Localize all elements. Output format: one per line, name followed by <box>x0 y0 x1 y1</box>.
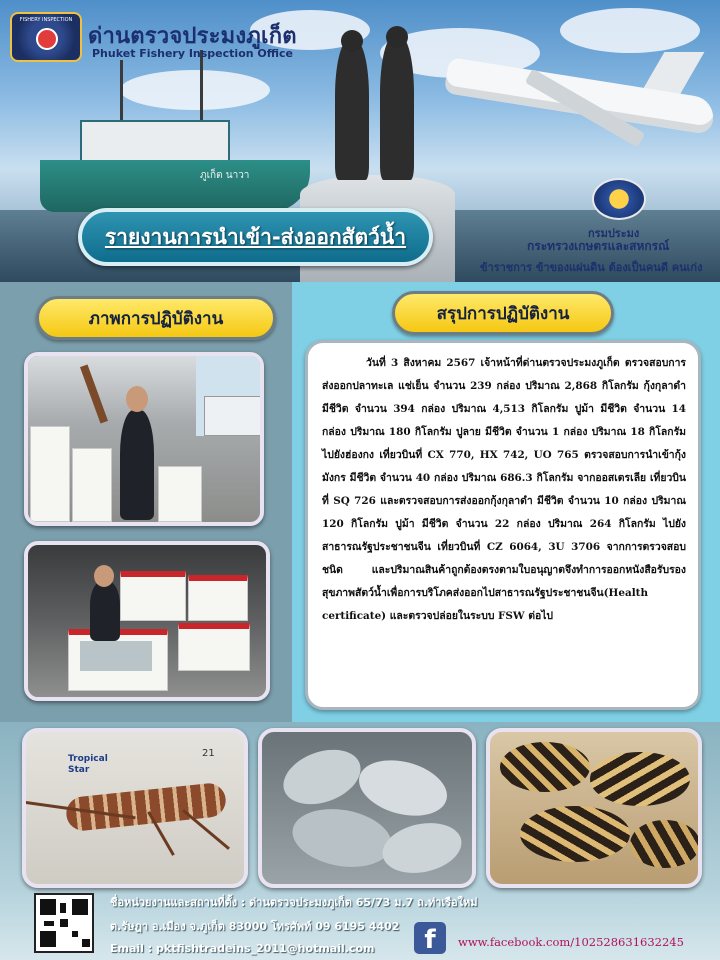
fishery-inspection-logo <box>10 12 82 62</box>
lobster-label: Tropical Star <box>68 754 108 775</box>
foam-box <box>120 571 186 621</box>
lobster-number: 21 <box>202 748 215 759</box>
department-emblem-icon <box>592 178 646 220</box>
summary-text: วันที่ 3 สิงหาคม 2567 เจ้าหน้าที่ด่านตรวจประมงภูเก็ต ตรวจสอบการส่งออกปลาทะเล แช่เย็น จำนวน 239 กล่อง ปริมาณ 2,868 กิโลกรัม กุ้งกุลาดำ มีชีวิต จำนวน 394 กล่อง ปริมาณ 4,513 กิโลกรัม ปูม้า มีชีวิต จำนวน 14 กล่อง ปริมาณ 180 กิโลกรัม ปูลาย มีชีวิต จำนวน 1 กล่อง ปริมาณ 18 กิโลกรัม ไปยังฮ่องกง เที่ยวบินที่ CX 770, HX 742, UO 765 ตรวจสอบการนำเข้ากุ้งมังกร มีชีวิต จำนวน 40 กล่อง ปริมาณ 686.3 กิโลกรัม จากออสเตรเลีย เที่ยวบินที่ SQ 726 และตรวจสอบการส่งออกกุ้งกุลาดำ มีชีวิต จำนวน 10 กล่อง ปริมาณ 120 กิโลกรัม ปูม้า มีชีวิต จำนวน 22 กล่อง ปริมาณ 264 กิโลกรัม ไปยังสาธารณรัฐประชาชนจีน เที่ยวบินที่ CZ 6064, 3U 3706 จากการตรวจสอบชนิด และปริมาณสินค้าถูกต้องตรงตามใบอนุญาตจึงทำการออกหนังสือรับรองสุขภาพสัตว์น้ำเพื่อการบริโภคส่งออกไปสาธารณรัฐประชาชนจีน(Health certificate) และตรวจปล่อยในระบบ FSW ต่อไป <box>322 357 686 622</box>
email-contact[interactable]: Email : pktfishtradeins_2011@hotmail.com <box>110 942 375 955</box>
facebook-link[interactable]: www.facebook.com/102528631632245 <box>458 935 684 949</box>
cloud <box>120 70 270 110</box>
boat-mast <box>200 50 203 130</box>
header-banner <box>0 0 720 282</box>
statue-head <box>386 26 408 48</box>
boat-name: ภูเก็ต นาวา <box>200 170 250 181</box>
officer-head <box>126 386 148 412</box>
qr-code-icon[interactable] <box>34 893 94 953</box>
fish-in-box <box>80 641 152 671</box>
photos-heading: ภาพการปฏิบัติงาน <box>88 308 224 329</box>
office-name-english: Phuket Fishery Inspection Office <box>92 47 294 60</box>
photos-heading-pill <box>36 296 276 340</box>
officer <box>120 410 154 520</box>
summary-heading: สรุปการปฏิบัติงาน <box>436 303 570 324</box>
office-name-thai: ด่านตรวจประมงภูเก็ต <box>88 24 297 49</box>
foam-box-stack <box>72 448 112 522</box>
fish <box>288 802 396 875</box>
fish <box>378 816 466 880</box>
summary-heading-pill <box>392 291 614 335</box>
statue-head <box>341 30 363 52</box>
photo-pomfret-fish <box>258 728 476 888</box>
logo-text: FISHERY INSPECTION <box>19 17 73 23</box>
foam-box <box>178 623 250 671</box>
emblem-icon <box>36 28 58 50</box>
crab <box>630 820 700 868</box>
officer-head <box>94 565 114 587</box>
motto: ข้าราชการ ข้าของแผ่นดิน ต้องเป็นคนดี คนเก่ง <box>480 261 703 274</box>
fish <box>353 751 453 825</box>
statue-right <box>380 36 414 180</box>
fish <box>276 740 368 814</box>
crab <box>500 742 590 792</box>
summary-card <box>305 340 701 710</box>
report-title-pill <box>78 208 433 266</box>
foam-box-stack <box>158 466 202 522</box>
fishing-boat <box>40 160 310 212</box>
foam-box-stack <box>30 426 70 522</box>
address-line-1: ชื่อหน่วยงานและสถานที่ตั้ง : ด่านตรวจประมงภูเก็ต 65/73 ม.7 ถ.ท่าเรือใหม่ <box>110 896 478 909</box>
report-title: รายงานการนำเข้า-ส่งออกสัตว์น้ำ <box>104 224 407 249</box>
boat-cabin <box>80 120 230 164</box>
photo-officer-inspection <box>24 352 264 526</box>
foam-box <box>188 575 248 621</box>
truck <box>204 396 264 436</box>
department-name: กรมประมง <box>588 227 640 240</box>
photo-lobster <box>22 728 248 888</box>
facebook-icon[interactable]: f <box>414 922 446 954</box>
photo-crabs <box>486 728 702 888</box>
statue-left <box>335 40 369 180</box>
crab <box>590 752 690 806</box>
address-line-2: ต.รัษฎา อ.เมือง จ.ภูเก็ต 83000 โทรศัพท์ 09 6195 4402 <box>110 920 400 933</box>
crab <box>520 806 630 862</box>
photo-box-inspection <box>24 541 270 701</box>
ministry-name: กระทรวงเกษตรและสหกรณ์ <box>527 239 670 253</box>
officer <box>90 581 120 641</box>
cloud <box>560 8 700 53</box>
